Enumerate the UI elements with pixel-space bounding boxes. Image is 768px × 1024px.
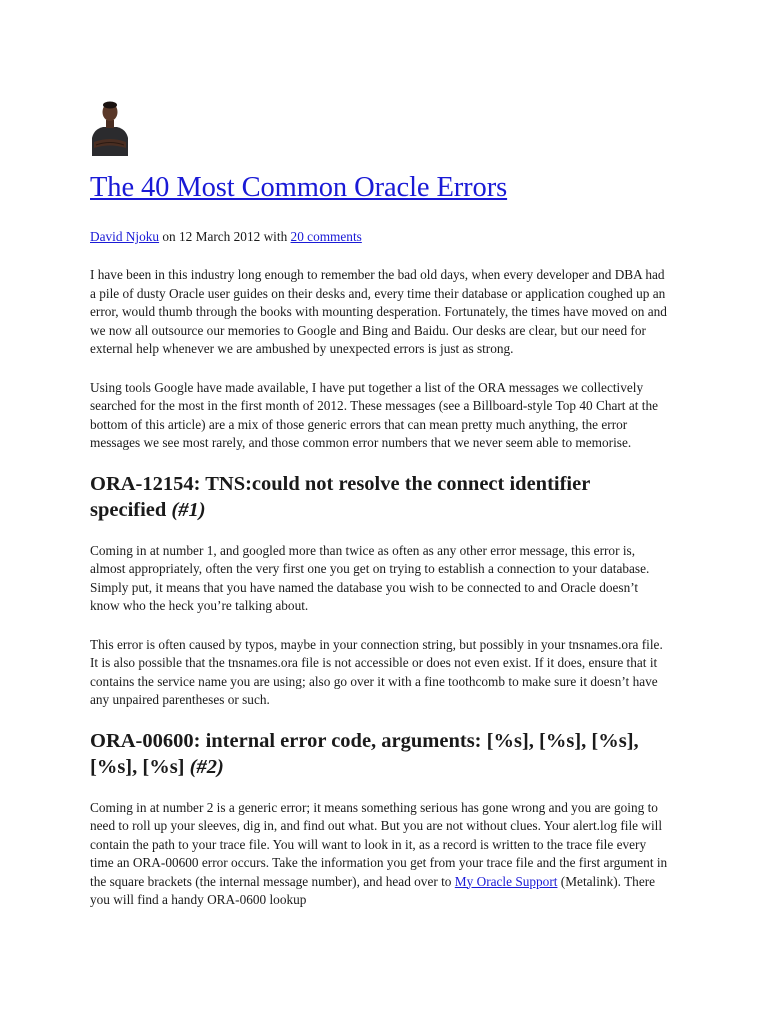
section-2-paragraph-1 <box>90 799 668 910</box>
comments-link[interactable]: 20 comments <box>290 229 362 244</box>
my-oracle-support-link[interactable]: My Oracle Support <box>454 873 558 889</box>
section-rank: (#1) <box>171 499 206 521</box>
section-heading-ora-12154 <box>90 471 668 524</box>
intro-paragraph-2: Using tools Google have made available, I have put together a list of the ORA messages we collectively searched for the most in the first month of 2012. These messages (see a Billboard-style Top 40 Chart at the bottom of this article) are a mix of those generic errors that can mean pretty much anything, the error messages we see most rarely, and those common error numbers that we never seem able to memorise. <box>90 379 658 450</box>
author-avatar <box>90 98 130 156</box>
section-rank: (#2) <box>189 756 224 778</box>
intro-paragraph-1: I have been in this industry long enough to remember the bad old days, when every developer and DBA had a pile of dusty Oracle user guides on their desks and, every time their database or application coughed up an error, would thumb through the books with mounting desperation. Fortunately, the times have moved on and we now all outsource our memories to Google and Bing and Baidu. Our desks are clear, but our need for external help whenever we are ambushed by unexpected errors is just as strong. <box>90 267 667 356</box>
paragraph-text: (Metalink). There you will find a handy ORA-0600 lookup <box>90 873 656 907</box>
section-heading-text: ORA-12154: TNS:could not resolve the connect identifier specified <box>90 472 590 521</box>
byline <box>90 228 668 246</box>
author-link[interactable]: David Njoku <box>90 229 160 244</box>
section-1-paragraph-2: This error is often caused by typos, maybe in your connection string, but possibly in your tnsnames.ora file. It is also possible that the tnsnames.ora file is not accessible or does not even exist. If it does, ensure that it contains the service name you are using; also go over it with a fine toothcomb to make sure it doesn’t have any unpaired parentheses or such. <box>90 636 663 707</box>
section-heading-text: ORA-00600: internal error code, arguments: [%s], [%s], [%s], [%s], [%s] <box>90 729 639 778</box>
section-1-paragraph-1: Coming in at number 1, and googled more than twice as often as any other error message, this error is, almost appropriately, often the very first one you get on trying to establish a connection to your database. Simply put, it means that you have named the database you wish to be connected to and Oracle doesn’t know who the heck you’re talking about. <box>90 542 650 613</box>
article-title <box>90 170 668 206</box>
byline-date: on 12 March 2012 with <box>159 229 291 244</box>
article-title-link[interactable]: The 40 Most Common Oracle Errors <box>90 172 508 203</box>
section-heading-ora-00600 <box>90 728 668 781</box>
paragraph-text: Coming in at number 2 is a generic error; it means something serious has gone wrong and you are going to need to roll up your sleeves, dig in, and find out what. But you are not without clues. Your alert.log file will contain the path to your trace file. You will want to look in it, as a record is written to the trace file every time an ORA-00600 error occurs. Take the information you get from your trace file and the first argument in the square brackets (the internal message number), and head over to <box>90 799 668 889</box>
